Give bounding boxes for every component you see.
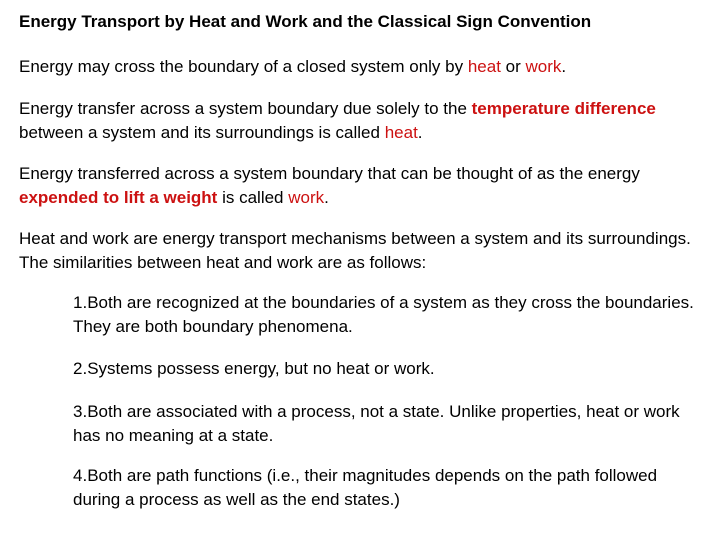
list-text: Both are associated with a process, not a state. Unlike properties, heat or work has no meaning at a state. — [73, 402, 680, 445]
heat-highlight: heat — [384, 123, 418, 142]
paragraph-text: Energy transfer across a system boundary due solely to the — [19, 99, 472, 118]
list-number: 1. — [73, 293, 88, 312]
work-highlight: work — [288, 188, 325, 207]
list-text: Both are recognized at the boundaries of a system as they cross the boundaries. They are both boundary phenomena. — [73, 293, 694, 336]
list-text: Both are path functions (i.e., their magnitudes depends on the path followed during a process as well as the end states.) — [73, 466, 658, 509]
list-number: 2. — [73, 359, 88, 378]
list-item — [73, 464, 703, 512]
list-text: Systems possess energy, but no heat or work. — [87, 359, 435, 378]
list-item — [73, 291, 703, 339]
paragraph-text: Energy may cross the boundary of a closed system only by — [19, 57, 468, 76]
paragraph-work-definition — [19, 162, 709, 210]
paragraph-text: or — [500, 57, 526, 76]
paragraph-text: . — [417, 123, 423, 142]
paragraph-text: . — [561, 57, 567, 76]
temperature-difference-highlight: temperature difference — [471, 99, 656, 118]
lift-weight-highlight: expended to lift a weight — [19, 188, 218, 207]
paragraph-heat-definition — [19, 97, 709, 145]
list-number: 4. — [73, 466, 88, 485]
paragraph-similarities-intro: Heat and work are energy transport mechanisms between a system and its surroundings. The similarities between heat and work are as follows: — [19, 229, 691, 272]
list-item — [73, 357, 703, 381]
paragraph-text: is called — [217, 188, 289, 207]
paragraph-text: . — [324, 188, 329, 207]
list-item — [73, 400, 703, 448]
page-title: Energy Transport by Heat and Work and the Classical Sign Convention — [19, 12, 592, 31]
work-highlight: work — [525, 57, 562, 76]
paragraph-text: between a system and its surroundings is called — [19, 123, 385, 142]
list-number: 3. — [73, 402, 88, 421]
paragraph-boundary-crossing — [19, 55, 709, 79]
paragraph-text: Energy transferred across a system boundary that can be thought of as the energy — [19, 164, 640, 183]
heat-highlight: heat — [467, 57, 501, 76]
